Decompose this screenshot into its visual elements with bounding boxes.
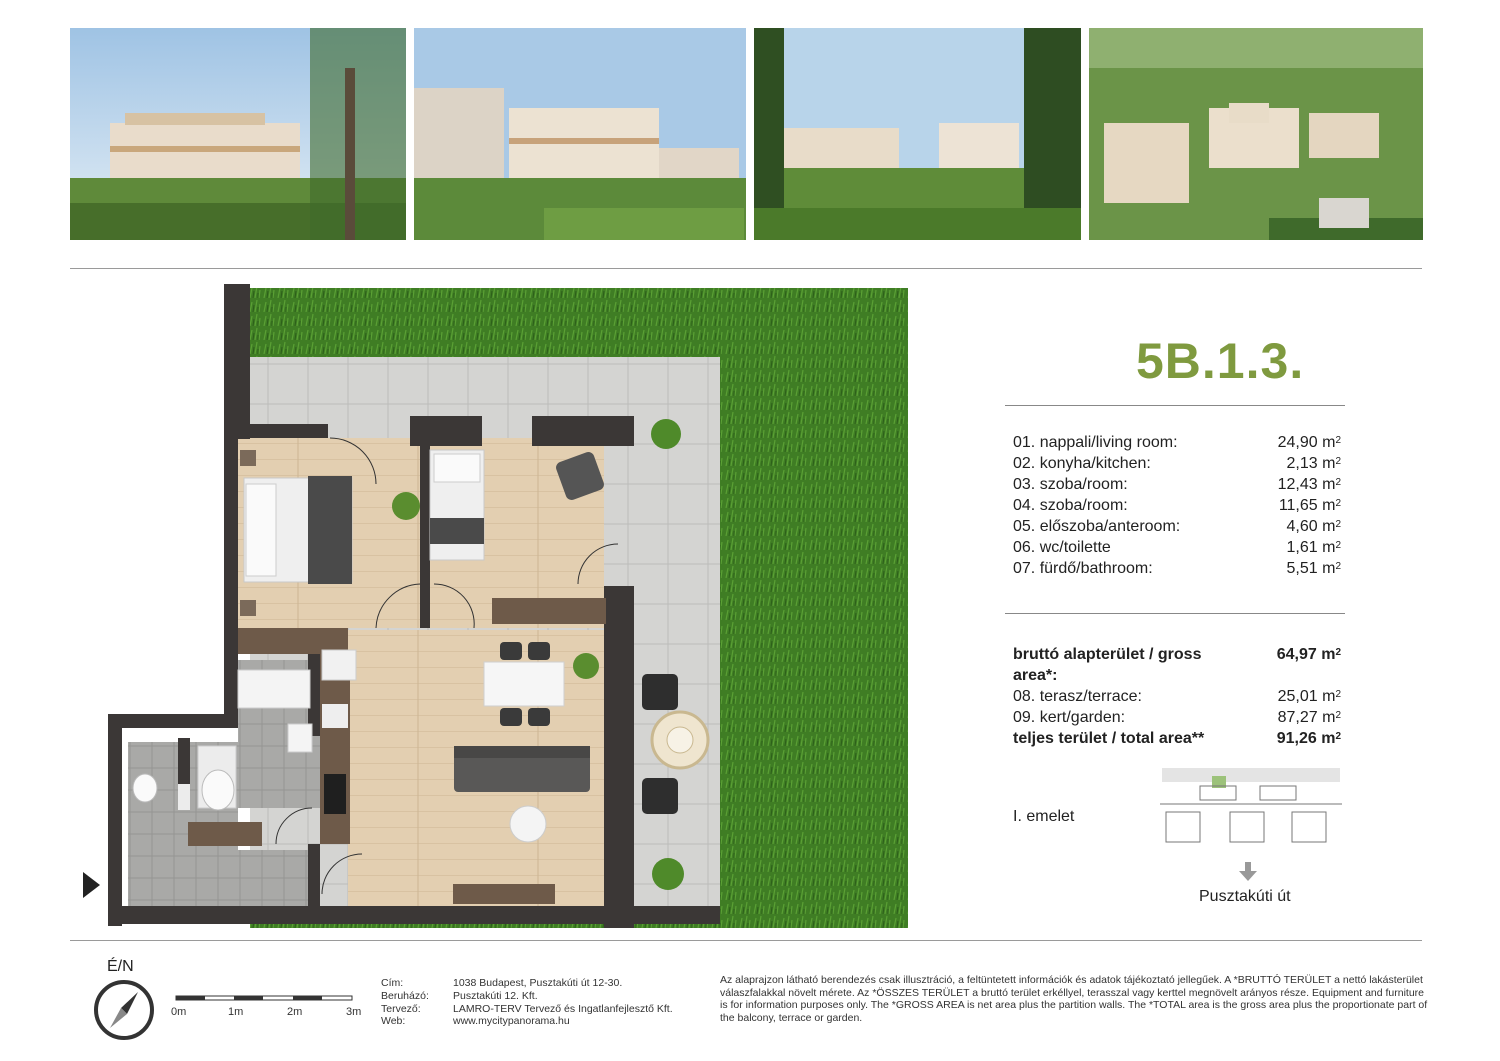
- terrace-area-row: 08. terasz/terrace: 25,01 $m^2$: [1013, 688, 1341, 705]
- arrow-down-icon: [1238, 862, 1258, 882]
- photo-aerial-4: [1089, 28, 1423, 240]
- info-label: Beruházó:: [381, 989, 429, 1002]
- scale-tick-label: 1m: [228, 1006, 244, 1018]
- room-row: 04. szoba/room: 11,65 $m^2$: [1013, 497, 1341, 514]
- footer-divider: [70, 940, 1422, 941]
- scale-tick-label: 3m: [346, 1006, 362, 1018]
- website-link[interactable]: www.mycitypanorama.hu: [453, 1015, 570, 1028]
- garden-area-row: 09. kert/garden: 87,27 $m^2$: [1013, 709, 1341, 726]
- photo-exterior-3: [754, 28, 1081, 240]
- floor-plan: [108, 284, 912, 934]
- info-labels: [381, 977, 429, 1028]
- scale-bar: [174, 994, 356, 1004]
- site-location-map: [1160, 768, 1342, 858]
- info-label: Cím:: [381, 977, 404, 989]
- street-label: Pusztakúti út: [1199, 888, 1291, 905]
- compass-label: É/N: [107, 958, 134, 975]
- info-values: [453, 977, 673, 1028]
- floor-label: I. emelet: [1013, 808, 1075, 825]
- unit-code: 5B.1.3.: [1136, 333, 1305, 389]
- room-row: 06. wc/toilette 1,61 $m^2$: [1013, 539, 1341, 556]
- entrance-arrow-icon: [83, 872, 100, 898]
- header-divider: [70, 268, 1422, 269]
- area-totals: [1013, 644, 1341, 749]
- room-row: 05. előszoba/anteroom: 4,60 $m^2$: [1013, 518, 1341, 535]
- disclaimer-text: Az alaprajzon látható berendezés csak illusztráció, a feltüntetett információk és adatok tájékoztató jellegűek. A *BRUTTÓ TERÜLET a nettó lakásterület válaszfalakkal növelt mérete. Az *ÖSSZES TERÜLET a bruttó terület erkéllyel, terasszal vagy kerttel megnövelt arányos része. Equipment and furniture is for information purposes only. The *GROSS AREA is net area plus the partition walls. The *TOTAL area is the gross area plus the proportionate part of the balcony, terrace or garden.: [720, 974, 1428, 1024]
- info-label: Tervező:: [381, 1002, 421, 1015]
- investor-value: Pusztakúti 12. Kft.: [453, 989, 538, 1002]
- scale-tick-label: 0m: [171, 1006, 187, 1018]
- anteroom-floor: [128, 850, 318, 910]
- address-value: 1038 Budapest, Pusztakúti út 12-30.: [453, 977, 623, 989]
- photo-exterior-1: [70, 28, 406, 240]
- scale-tick-label: 2m: [287, 1006, 303, 1018]
- room-row: 03. szoba/room: 12,43 $m^2$: [1013, 476, 1341, 493]
- info-label: Web:: [381, 1015, 406, 1028]
- room-list: [1013, 432, 1341, 579]
- room-row: 07. fürdő/bathroom: 5,51 $m^2$: [1013, 560, 1341, 577]
- total-area-row: teljes terület / total area** 91,26 $m^2$: [1013, 730, 1341, 747]
- room-row: 01. nappali/living room: 24,90 $m^2$: [1013, 434, 1341, 451]
- rooms-top-rule: [1005, 405, 1345, 406]
- gross-area-row: bruttó alapterület / gross area*: 64,97 $m^2$: [1013, 646, 1341, 684]
- photo-exterior-2: [414, 28, 746, 240]
- designer-value: LAMRO-TERV Tervező és Ingatlanfejlesztő Kft.: [453, 1002, 673, 1015]
- compass-icon: [92, 978, 156, 1042]
- rooms-bottom-rule: [1005, 613, 1345, 614]
- room-row: 02. konyha/kitchen: 2,13 $m^2$: [1013, 455, 1341, 472]
